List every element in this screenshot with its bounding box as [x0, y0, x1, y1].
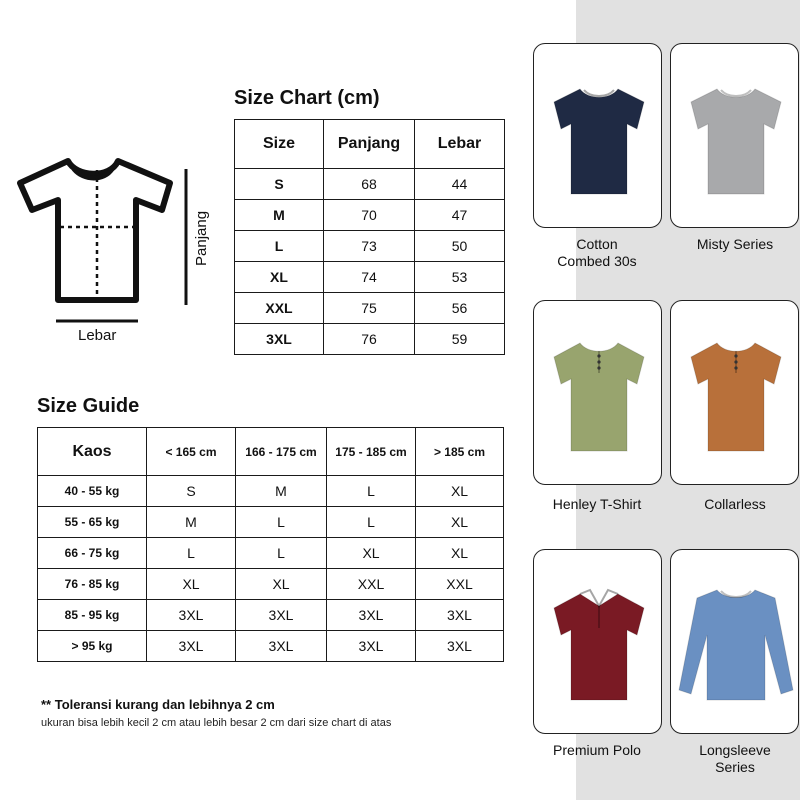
width-label: Lebar — [78, 327, 117, 344]
sage-henley-icon — [534, 301, 663, 486]
size-guide-table — [37, 427, 504, 662]
product-card-premium-polo[interactable] — [533, 549, 662, 734]
size-cell: XL — [327, 538, 416, 569]
product-card-misty-series[interactable] — [670, 43, 799, 228]
table-row — [235, 262, 505, 293]
table-row — [235, 293, 505, 324]
table-row — [38, 538, 504, 569]
size-chart-table — [234, 119, 505, 355]
product-label-cotton-combed — [522, 236, 672, 270]
table-row — [38, 507, 504, 538]
product-name-line: Premium Polo — [553, 742, 641, 758]
size-cell: XXL — [416, 569, 504, 600]
table-row — [38, 600, 504, 631]
product-name-line: Misty Series — [696, 236, 774, 252]
size-cell: L — [147, 538, 236, 569]
size-cell: XL — [416, 507, 504, 538]
table-row — [38, 631, 504, 662]
header-panjang: Panjang — [324, 120, 415, 169]
weight-range-cell: > 95 kg — [38, 631, 147, 662]
size-chart-header-row — [235, 120, 505, 169]
size-cell: M — [235, 200, 324, 231]
header-lebar: Lebar — [415, 120, 505, 169]
navy-tshirt-icon — [534, 44, 663, 229]
size-cell: L — [235, 231, 324, 262]
product-card-longsleeve[interactable] — [670, 549, 799, 734]
lebar-cell: 44 — [415, 169, 505, 200]
tshirt-outline-icon — [10, 155, 220, 345]
size-cell: XXL — [327, 569, 416, 600]
lebar-cell: 50 — [415, 231, 505, 262]
panjang-cell: 75 — [324, 293, 415, 324]
size-guide-title: Size Guide — [37, 395, 140, 417]
panjang-cell: 68 — [324, 169, 415, 200]
header-height-range: 175 - 185 cm — [327, 428, 416, 476]
weight-range-cell: 85 - 95 kg — [38, 600, 147, 631]
maroon-polo-icon — [534, 550, 663, 735]
blue-longsleeve-icon — [671, 550, 800, 735]
weight-range-cell: 40 - 55 kg — [38, 476, 147, 507]
size-cell: L — [327, 476, 416, 507]
product-label-misty-series — [660, 236, 800, 253]
size-cell: XL — [236, 569, 327, 600]
tolerance-note-detail: ukuran bisa lebih kecil 2 cm atau lebih besar 2 cm dari size chart di atas — [41, 717, 392, 729]
product-name-line: Collarless — [704, 496, 766, 512]
product-name-line: Cotton Combed 30s — [557, 236, 637, 269]
product-card-collarless[interactable] — [670, 300, 799, 485]
lebar-cell: 53 — [415, 262, 505, 293]
size-cell: XXL — [235, 293, 324, 324]
weight-range-cell: 66 - 75 kg — [38, 538, 147, 569]
length-label: Panjang — [193, 210, 210, 266]
product-label-premium-polo — [522, 742, 672, 759]
size-cell: L — [327, 507, 416, 538]
size-cell: XL — [416, 476, 504, 507]
tolerance-note-title: ** Toleransi kurang dan lebihnya 2 cm — [41, 697, 275, 712]
size-cell: S — [147, 476, 236, 507]
weight-range-cell: 55 - 65 kg — [38, 507, 147, 538]
product-label-longsleeve — [660, 742, 800, 776]
size-cell: S — [235, 169, 324, 200]
size-cell: 3XL — [416, 600, 504, 631]
rust-henley-icon — [671, 301, 800, 486]
lebar-cell: 47 — [415, 200, 505, 231]
size-cell: 3XL — [147, 631, 236, 662]
grey-tshirt-icon — [671, 44, 800, 229]
weight-range-cell: 76 - 85 kg — [38, 569, 147, 600]
panjang-cell: 76 — [324, 324, 415, 355]
size-guide-header-row — [38, 428, 504, 476]
size-cell: 3XL — [327, 600, 416, 631]
product-label-henley — [522, 496, 672, 513]
size-cell: XL — [147, 569, 236, 600]
size-cell: 3XL — [416, 631, 504, 662]
header-kaos: Kaos — [38, 428, 147, 476]
size-cell: 3XL — [236, 600, 327, 631]
size-cell: M — [147, 507, 236, 538]
table-row — [38, 569, 504, 600]
product-name-line: Longsleeve Series — [699, 742, 771, 775]
table-row — [235, 231, 505, 262]
size-cell: XL — [416, 538, 504, 569]
lebar-cell: 59 — [415, 324, 505, 355]
size-cell: 3XL — [327, 631, 416, 662]
product-label-collarless — [660, 496, 800, 513]
lebar-cell: 56 — [415, 293, 505, 324]
size-cell: L — [236, 538, 327, 569]
panjang-cell: 70 — [324, 200, 415, 231]
size-cell: XL — [235, 262, 324, 293]
table-row — [38, 476, 504, 507]
header-height-range: 166 - 175 cm — [236, 428, 327, 476]
product-name-line: Henley T-Shirt — [552, 496, 642, 512]
header-height-range: > 185 cm — [416, 428, 504, 476]
header-size: Size — [235, 120, 324, 169]
size-cell: 3XL — [147, 600, 236, 631]
header-height-range: < 165 cm — [147, 428, 236, 476]
size-cell: L — [236, 507, 327, 538]
table-row — [235, 169, 505, 200]
table-row — [235, 200, 505, 231]
panjang-cell: 73 — [324, 231, 415, 262]
product-card-cotton-combed[interactable] — [533, 43, 662, 228]
table-row — [235, 324, 505, 355]
size-cell: 3XL — [235, 324, 324, 355]
product-card-henley[interactable] — [533, 300, 662, 485]
size-chart-title: Size Chart (cm) — [234, 87, 380, 109]
panjang-cell: 74 — [324, 262, 415, 293]
size-cell: M — [236, 476, 327, 507]
size-cell: 3XL — [236, 631, 327, 662]
